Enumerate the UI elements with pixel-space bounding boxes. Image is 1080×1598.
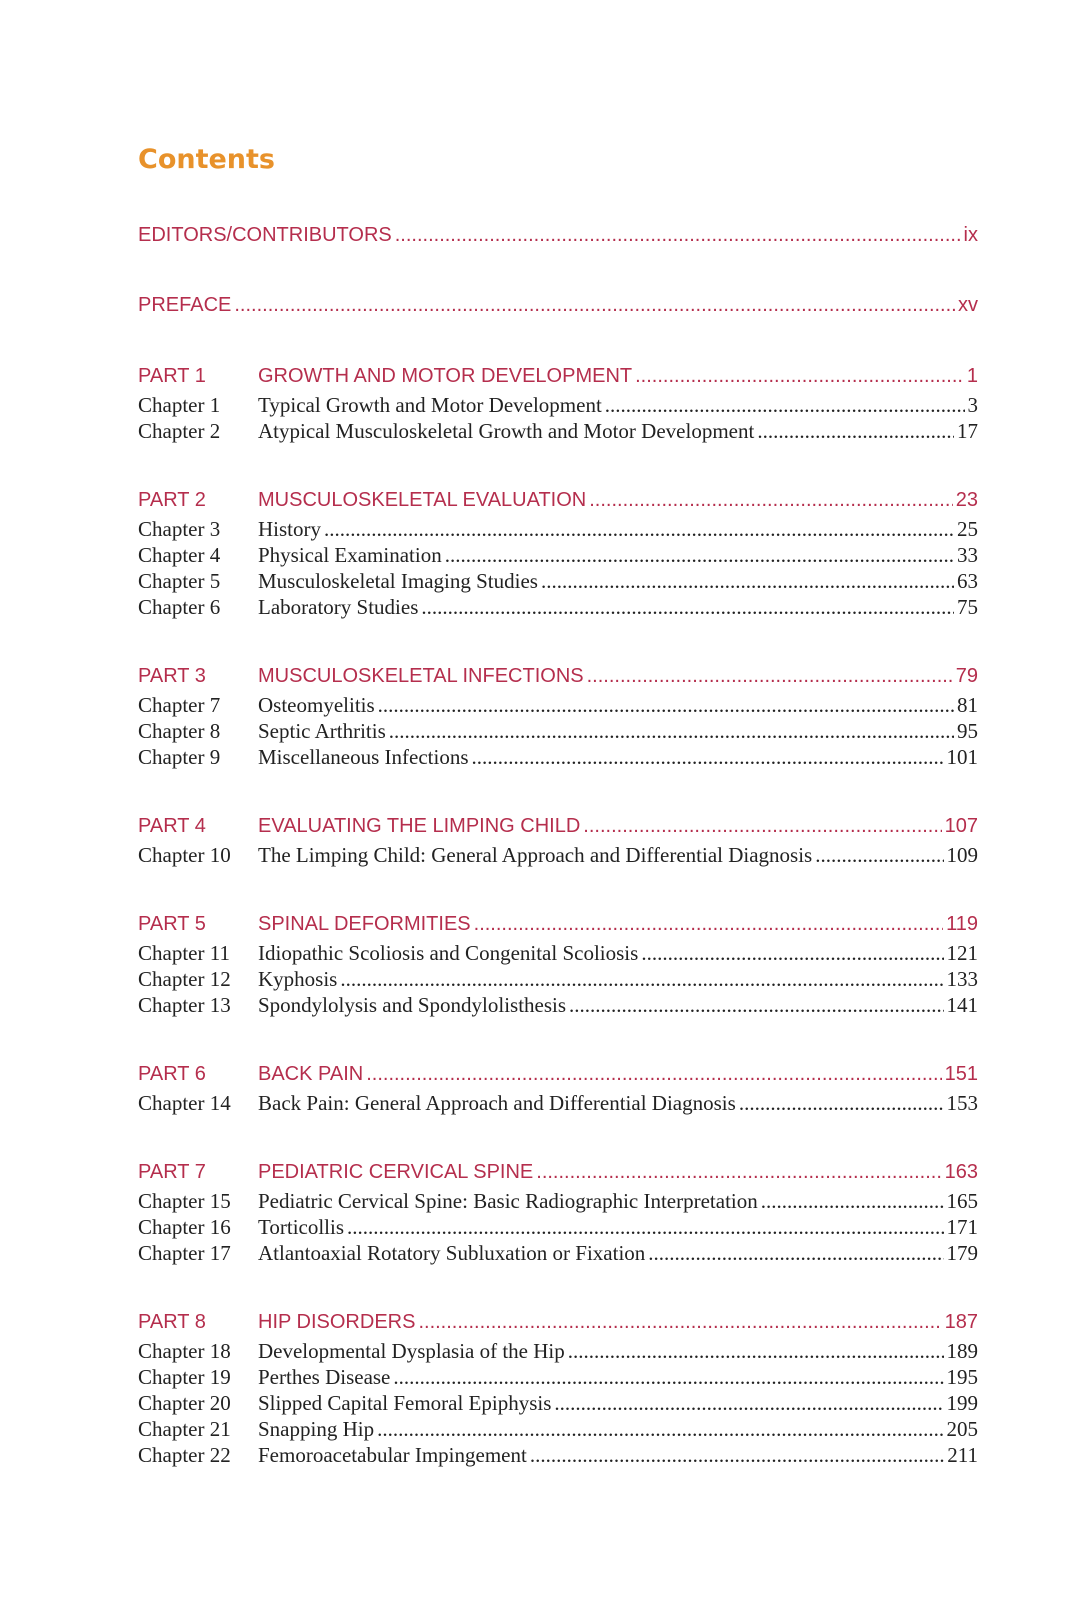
part-title: HIP DISORDERS	[258, 1311, 416, 1333]
chapter-title: Torticollis	[258, 1215, 345, 1239]
toc-part-section	[138, 908, 978, 1018]
chapter-title: Physical Examination	[258, 543, 442, 567]
dot-leader	[418, 1306, 941, 1338]
chapter-label: Chapter 9	[138, 745, 221, 769]
chapter-entry	[138, 842, 978, 868]
chapter-label: Chapter 2	[138, 419, 221, 443]
dot-leader	[587, 660, 953, 692]
part-title: MUSCULOSKELETAL INFECTIONS	[258, 665, 584, 687]
part-page: 1	[966, 365, 978, 387]
chapter-label: Chapter 18	[138, 1339, 231, 1363]
chapter-page: 81	[957, 693, 978, 717]
dot-leader	[472, 744, 944, 770]
dot-leader	[605, 392, 965, 418]
part-page: 151	[944, 1063, 978, 1085]
chapter-title: Femoroacetabular Impingement	[258, 1443, 527, 1467]
chapter-page: 101	[946, 745, 978, 769]
toc-part-section	[138, 1156, 978, 1266]
dot-leader	[324, 516, 954, 542]
chapter-page: 17	[957, 419, 978, 443]
dot-leader	[569, 992, 943, 1018]
chapter-label: Chapter 15	[138, 1189, 231, 1213]
chapter-title: Laboratory Studies	[258, 595, 419, 619]
chapter-label: Chapter 21	[138, 1417, 231, 1441]
chapter-page: 171	[946, 1215, 978, 1239]
dot-leader	[583, 810, 941, 842]
dot-leader	[393, 1364, 943, 1390]
part-title: SPINAL DEFORMITIES	[258, 913, 471, 935]
chapter-entry	[138, 1416, 978, 1442]
part-title: EVALUATING THE LIMPING CHILD	[258, 815, 581, 837]
dot-leader	[757, 418, 954, 444]
part-page: 163	[944, 1161, 978, 1183]
toc-part-section	[138, 660, 978, 770]
chapter-entry	[138, 542, 978, 568]
toc-page	[138, 140, 978, 1508]
dot-leader	[541, 568, 954, 594]
chapter-label: Chapter 7	[138, 693, 221, 717]
chapter-title: Atlantoaxial Rotatory Subluxation or Fixation	[258, 1241, 646, 1265]
dot-leader	[761, 1188, 944, 1214]
chapter-label: Chapter 20	[138, 1391, 231, 1415]
dot-leader	[377, 1416, 943, 1442]
dot-leader	[234, 290, 955, 320]
part-label: PART 3	[138, 665, 206, 687]
dot-leader	[347, 1214, 943, 1240]
chapter-label: Chapter 17	[138, 1241, 231, 1265]
page-title: Contents	[138, 144, 276, 175]
part-title: GROWTH AND MOTOR DEVELOPMENT	[258, 365, 633, 387]
dot-leader	[568, 1338, 944, 1364]
part-page: 23	[955, 489, 978, 511]
chapter-entry	[138, 1338, 978, 1364]
dot-leader	[378, 692, 954, 718]
part-label: PART 6	[138, 1063, 206, 1085]
part-heading	[138, 360, 978, 392]
chapter-label: Chapter 11	[138, 941, 230, 965]
chapter-page: 133	[946, 967, 978, 991]
dot-leader	[648, 1240, 943, 1266]
part-heading	[138, 810, 978, 842]
chapter-label: Chapter 1	[138, 393, 221, 417]
chapter-page: 121	[946, 941, 978, 965]
chapter-entry	[138, 718, 978, 744]
chapter-entry	[138, 940, 978, 966]
chapter-label: Chapter 8	[138, 719, 221, 743]
dot-leader	[340, 966, 943, 992]
chapter-label: Chapter 22	[138, 1443, 231, 1467]
chapter-page: 141	[946, 993, 978, 1017]
dot-leader	[395, 220, 961, 250]
dot-leader	[589, 484, 953, 516]
chapter-entry	[138, 516, 978, 542]
chapter-page: 75	[957, 595, 978, 619]
chapter-label: Chapter 12	[138, 967, 231, 991]
chapter-page: 153	[946, 1091, 978, 1115]
chapter-entry	[138, 692, 978, 718]
dot-leader	[421, 594, 954, 620]
front-matter-label: PREFACE	[138, 294, 232, 316]
parts-list	[138, 360, 978, 1468]
chapter-title: Back Pain: General Approach and Differential Diagnosis	[258, 1091, 736, 1115]
chapter-title: Atypical Musculoskeletal Growth and Motor Development	[258, 419, 755, 443]
chapter-entry	[138, 594, 978, 620]
chapter-page: 165	[946, 1189, 978, 1213]
chapter-label: Chapter 3	[138, 517, 221, 541]
part-page: 107	[944, 815, 978, 837]
chapter-page: 25	[957, 517, 978, 541]
chapter-title: Spondylolysis and Spondylolisthesis	[258, 993, 567, 1017]
chapter-title: Developmental Dysplasia of the Hip	[258, 1339, 565, 1363]
part-label: PART 5	[138, 913, 206, 935]
chapter-label: Chapter 16	[138, 1215, 231, 1239]
chapter-entry	[138, 966, 978, 992]
chapter-label: Chapter 19	[138, 1365, 231, 1389]
dot-leader	[366, 1058, 941, 1090]
chapter-entry	[138, 568, 978, 594]
chapter-page: 211	[947, 1443, 978, 1467]
chapter-page: 95	[957, 719, 978, 743]
dot-leader	[389, 718, 954, 744]
part-heading	[138, 484, 978, 516]
part-title: PEDIATRIC CERVICAL SPINE	[258, 1161, 534, 1183]
front-matter-page: xv	[958, 294, 978, 316]
chapter-page: 189	[946, 1339, 978, 1363]
part-label: PART 2	[138, 489, 206, 511]
dot-leader	[474, 908, 943, 940]
chapter-label: Chapter 5	[138, 569, 221, 593]
chapter-title: Septic Arthritis	[258, 719, 386, 743]
front-matter-entry	[138, 220, 978, 250]
part-label: PART 1	[138, 365, 206, 387]
toc-part-section	[138, 1058, 978, 1116]
dot-leader	[530, 1442, 944, 1468]
toc-part-section	[138, 484, 978, 620]
dot-leader	[635, 360, 964, 392]
chapter-title: Slipped Capital Femoral Epiphysis	[258, 1391, 552, 1415]
part-heading	[138, 1306, 978, 1338]
part-heading	[138, 660, 978, 692]
chapter-entry	[138, 1240, 978, 1266]
chapter-title: Kyphosis	[258, 967, 338, 991]
part-title: BACK PAIN	[258, 1063, 364, 1085]
chapter-label: Chapter 10	[138, 843, 231, 867]
chapter-label: Chapter 4	[138, 543, 221, 567]
dot-leader	[554, 1390, 943, 1416]
part-page: 119	[946, 913, 978, 935]
part-heading	[138, 908, 978, 940]
chapter-page: 195	[946, 1365, 978, 1389]
chapter-title: History	[258, 517, 321, 541]
part-label: PART 4	[138, 815, 206, 837]
chapter-title: The Limping Child: General Approach and Differential Diagnosis	[258, 843, 813, 867]
chapter-label: Chapter 14	[138, 1091, 231, 1115]
chapter-title: Typical Growth and Motor Development	[258, 393, 602, 417]
chapter-entry	[138, 1188, 978, 1214]
toc-part-section	[138, 360, 978, 444]
dot-leader	[536, 1156, 941, 1188]
chapter-title: Pediatric Cervical Spine: Basic Radiographic Interpretation	[258, 1189, 758, 1213]
chapter-page: 179	[946, 1241, 978, 1265]
chapter-label: Chapter 6	[138, 595, 221, 619]
part-page: 79	[955, 665, 978, 687]
dot-leader	[815, 842, 943, 868]
chapter-label: Chapter 13	[138, 993, 231, 1017]
chapter-entry	[138, 1442, 978, 1468]
part-page: 187	[944, 1311, 978, 1333]
toc-part-section	[138, 1306, 978, 1468]
chapter-entry	[138, 1214, 978, 1240]
toc-part-section	[138, 810, 978, 868]
chapter-entry	[138, 392, 978, 418]
chapter-page: 63	[957, 569, 978, 593]
chapter-page: 205	[946, 1417, 978, 1441]
chapter-entry	[138, 744, 978, 770]
chapter-entry	[138, 1364, 978, 1390]
chapter-page: 3	[967, 393, 978, 417]
front-matter-entry	[138, 290, 978, 320]
chapter-page: 199	[946, 1391, 978, 1415]
dot-leader	[739, 1090, 944, 1116]
dot-leader	[641, 940, 943, 966]
part-label: PART 8	[138, 1311, 206, 1333]
chapter-title: Perthes Disease	[258, 1365, 391, 1389]
chapter-title: Musculoskeletal Imaging Studies	[258, 569, 538, 593]
chapter-entry	[138, 1390, 978, 1416]
part-heading	[138, 1058, 978, 1090]
chapter-page: 109	[946, 843, 978, 867]
chapter-page: 33	[957, 543, 978, 567]
front-matter-page: ix	[963, 224, 978, 246]
part-heading	[138, 1156, 978, 1188]
part-title: MUSCULOSKELETAL EVALUATION	[258, 489, 587, 511]
chapter-entry	[138, 1090, 978, 1116]
front-matter-label: EDITORS/CONTRIBUTORS	[138, 224, 392, 246]
chapter-entry	[138, 992, 978, 1018]
chapter-title: Miscellaneous Infections	[258, 745, 469, 769]
part-label: PART 7	[138, 1161, 206, 1183]
chapter-title: Snapping Hip	[258, 1417, 375, 1441]
dot-leader	[445, 542, 954, 568]
chapter-title: Idiopathic Scoliosis and Congenital Scoliosis	[258, 941, 639, 965]
chapter-title: Osteomyelitis	[258, 693, 375, 717]
chapter-entry	[138, 418, 978, 444]
